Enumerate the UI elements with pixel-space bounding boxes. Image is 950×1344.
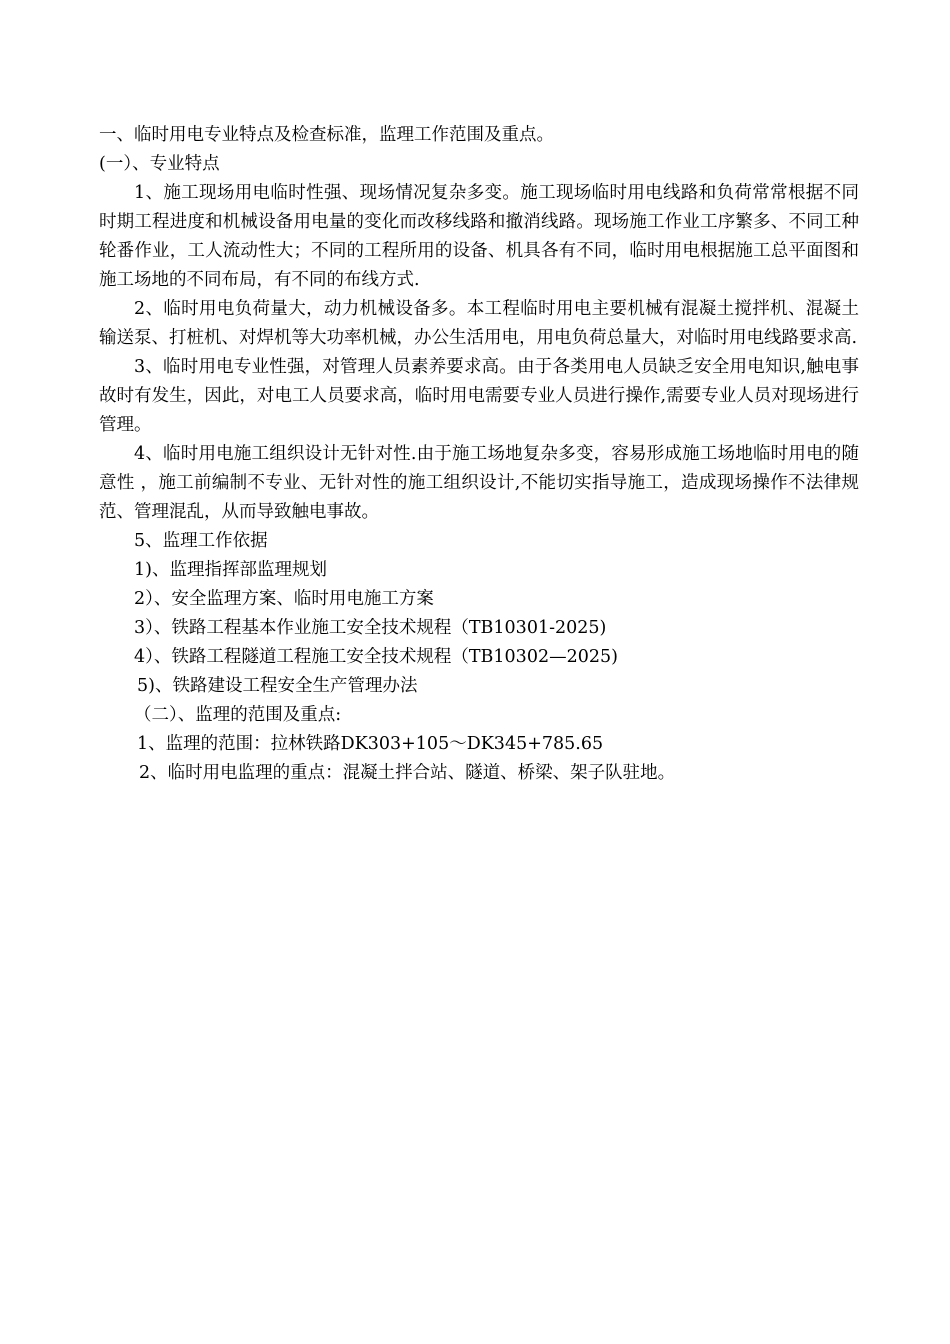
paragraph-2: 2、临时用电负荷量大，动力机械设备多。本工程临时用电主要机械有混凝土搅拌机、混凝土输送泵、打桩机、对焊机等大功率机械，办公生活用电，用电负荷总量大，对临时用电线路要求高. (99, 299, 859, 348)
basis-item-3: 3）、铁路工程基本作业施工安全技术规程（TB10301-2025) (134, 618, 607, 638)
section-2-title: （二）、监理的范围及重点: (134, 705, 342, 725)
basis-item-2: 2）、安全监理方案、临时用电施工方案 (134, 589, 434, 609)
basis-item-4: 4）、铁路工程隧道工程施工安全技术规程（TB10302—2025) (134, 647, 618, 667)
basis-item-5: 5)、铁路建设工程安全生产管理办法 (137, 676, 418, 696)
paragraph-1: 1、施工现场用电临时性强、现场情况复杂多变。施工现场临时用电线路和负荷常常根据不同时期工程进度和机械设备用电量的变化而改移线路和撤消线路。现场施工作业工序繁多、不同工种轮番作业，工人流动性大；不同的工程所用的设备、机具各有不同，临时用电根据施工总平面图和施工场地的不同布局，有不同的布线方式. (99, 183, 859, 290)
basis-item-1: 1)、监理指挥部监理规划 (134, 560, 327, 580)
main-heading: 一、临时用电专业特点及检查标准，监理工作范围及重点。 (99, 125, 554, 145)
paragraph-4: 4、临时用电施工组织设计无针对性.由于施工场地复杂多变，容易形成施工场地临时用电的随意性 ，施工前编制不专业、无针对性的施工组织设计,不能切实指导施工，造成现场操作不法律规范、管理混乱，从而导致触电事故。 (99, 444, 859, 522)
basis-title: 5、监理工作依据 (134, 531, 268, 551)
focus-item: 2、临时用电监理的重点：混凝土拌合站、隧道、桥梁、架子队驻地。 (139, 763, 676, 783)
paragraph-3: 3、临时用电专业性强，对管理人员素养要求高。由于各类用电人员缺乏安全用电知识,触电事故时有发生，因此，对电工人员要求高，临时用电需要专业人员进行操作,需要专业人员对现场进行管理。 (99, 357, 859, 435)
document-page (99, 121, 859, 788)
scope-item: 1、监理的范围：拉林铁路DK303+105～DK345+785.65 (137, 734, 604, 754)
section-1-title: (一）、专业特点 (99, 154, 220, 174)
